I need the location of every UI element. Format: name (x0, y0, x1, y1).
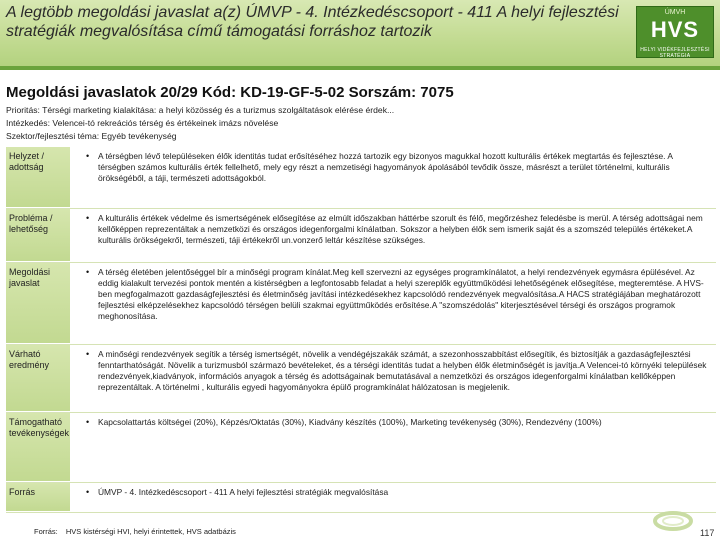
row-text: A térség életében jelentőséggel bír a minőségi program kínálat.Meg kell szervezni az egységes programkínálatot, a helyi rendezvények egymásra épülésével. Az eddig kialakult tervezési pontok mentén a kistérségben a legfontosabb feladat a helyi szereplők együttműködési lehetőségének elősegítése, megteremtése. A HVS-ben megfogalmazott gazdaságfejlesztési és életminőség javítási intézkedésekhez kapcsolódó rendezvények megvalósítása.A HACS stratégiájában meghatározott fejlesztési elképzelésekhez kapcsolódó térségen belüli szakmai együttműködés erősítése.A "szomszédolás" kiterjesztésével térségi és országos programok meghonosítása. (98, 267, 704, 321)
table-row (6, 209, 716, 263)
solution-table (6, 147, 716, 513)
priority-line: Prioritás: Térségi marketing kialakítása: a helyi közösség és a turizmus szolgáltatások elérése érdek... (6, 105, 395, 115)
row-label: Forrás (6, 483, 70, 511)
header-banner (0, 0, 720, 66)
row-label: Megoldási javaslat (6, 263, 70, 343)
table-row (6, 483, 716, 513)
hvs-logo (636, 6, 714, 58)
table-row (6, 413, 716, 483)
bullet-icon: • (86, 151, 90, 161)
bullet-icon: • (86, 487, 90, 497)
row-divider (6, 512, 716, 513)
row-text: A térségben lévő településeken élők identitás tudat erősítéséhez hozzá tartozik egy bizonyos magukkal hozott kulturális értékek megtartás és fejlesztése. A térségben számos kulturális érték fellelhető, mely egy részt a nemzetiségi hagyományok ápolásából tevődik össze, másrészt a terület történelmi, kulturális örökségéből, a táji, természeti adottságokból. (98, 151, 673, 183)
bullet-icon: • (86, 349, 90, 359)
row-label: Helyzet / adottság (6, 147, 70, 207)
table-row (6, 345, 716, 413)
logo-main-text: HVS (650, 17, 700, 42)
table-row (6, 147, 716, 209)
logo-top-text: ÚMVH (664, 9, 686, 16)
header-divider (0, 66, 720, 70)
bullet-icon: • (86, 267, 90, 277)
decorative-ring-icon (650, 505, 696, 535)
source-label: Forrás: (34, 527, 58, 536)
row-label: Várható eredmény (6, 345, 70, 411)
row-label: Probléma / lehetőség (6, 209, 70, 261)
bullet-icon: • (86, 213, 90, 223)
row-text: A kulturális értékek védelme és ismertségének elősegítése az elmúlt időszakban háttérbe szorult és félő, megőrzéshez feledésbe is merül. A térség adottságai nem kellőképpen reprezentáltak a nemzetközi és országos idegenforgalmi kínálatban. Sokszor a helyben élők sem ismerik saját és a szomszéd település értékeket.A kulturális örökségekről, természeti, táji értékekről un.vonzerő leltár készítése szükséges. (98, 213, 703, 245)
bullet-icon: • (86, 417, 90, 427)
source-text: HVS kistérségi HVI, helyi érintettek, HVS adatbázis (65, 527, 236, 536)
header-title: A legtöbb megoldási javaslat a(z) ÚMVP - 4. Intézkedéscsoport - 411 A helyi fejlesztési stratégiák megvalósítása című támogatási forráshoz tartozik (6, 4, 619, 40)
row-text: ÚMVP - 4. Intézkedéscsoport - 411 A helyi fejlesztési stratégiák megvalósítása (98, 487, 389, 497)
row-label: Támogatható tevékenységek (6, 413, 70, 481)
page-number: 117 (700, 528, 715, 538)
table-row (6, 263, 716, 345)
measure-line: Intézkedés: Velencei-tó rekreációs térség és értékeinek imázs növelése (6, 118, 279, 128)
row-text: Kapcsolattartás költségei (20%), Képzés/Oktatás (30%), Kiadvány készítés (100%), Marketing tevékenység (30%), Rendezvény (100%) (98, 417, 602, 427)
page-title: Megoldási javaslatok 20/29 Kód: KD-19-GF-5-02 Sorszám: 7075 (6, 84, 454, 101)
logo-sub-text: HELYI VIDÉKFEJLESZTÉSI STRATÉGIA (640, 47, 710, 59)
sector-line: Szektor/fejlesztési téma: Egyéb tevékenység (6, 131, 177, 141)
row-text: A minőségi rendezvények segítik a térség ismertségét, növelik a vendégéjszakák számát, a szezonhosszabbítást elősegítik, és biztosítják a gazdaságfejlesztési fenntarthatóságát. Növelik a turizmusból származó bevételeket, és a térségi identitás tudat a helyben élők életminőségét is javítja.A Velencei-tó környéki települések rendezvények,kiadványok, információs anyagok a térség és adottságainak bemutatásával a nemzetközi és országos idegenforgalmi kínálatban kellőképpen reprezentáltak. A történelmi , kulturális egyedi hagyományokra épülő programkínálat hálózatosan is megjelenik. (98, 349, 707, 392)
source-footer (34, 527, 236, 536)
